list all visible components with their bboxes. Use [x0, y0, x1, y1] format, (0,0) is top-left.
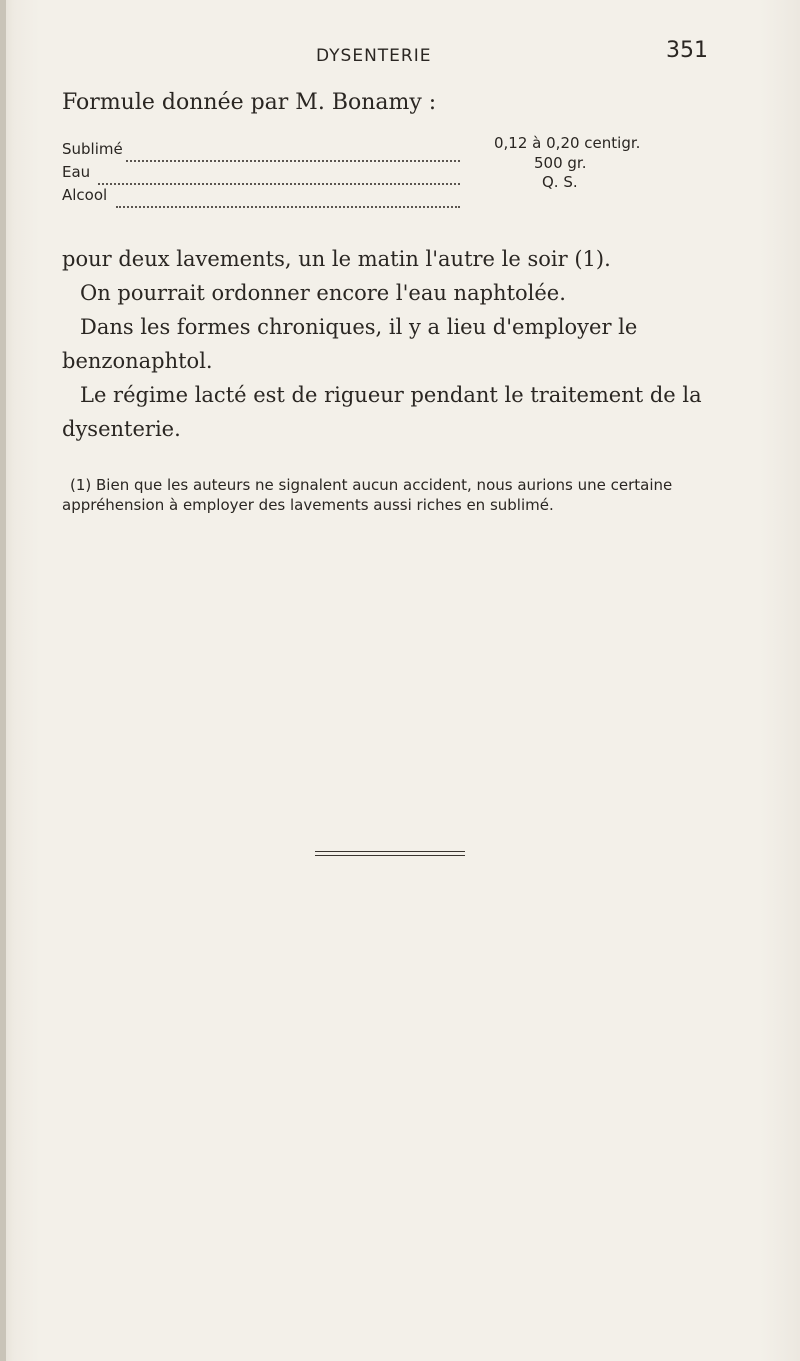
running-head [0, 38, 800, 78]
formula-row-alcool [62, 173, 742, 209]
formula-intro: Formule donnée par M. Bonamy : [62, 90, 437, 115]
formula-row-sublime [62, 134, 742, 163]
footnote-text: (1) Bien que les auteurs ne signalent aucun accident, nous aurions une certaine appréhension à employer des lavements aussi riches en sublimé. [62, 476, 673, 514]
formula-row-eau [62, 154, 742, 186]
page-number: 351 [666, 38, 708, 63]
ingredient-quantity: 500 gr. [534, 154, 587, 172]
ingredient-name: Alcool [62, 186, 108, 204]
paragraph: Dans les formes chroniques, il y a lieu d'employer le benzonaphtol. [62, 315, 638, 373]
page-binding-edge [0, 0, 6, 1361]
dot-leader [98, 163, 460, 185]
body-text [62, 242, 742, 446]
running-title: DYSENTERIE [316, 46, 432, 66]
dot-leader [116, 186, 460, 208]
ingredient-name: Eau [62, 163, 91, 181]
paragraph: Le régime lacté est de rigueur pendant le traitement de la dysenterie. [62, 383, 702, 441]
end-rule [315, 851, 465, 852]
dot-leader [126, 140, 460, 162]
footnote [62, 475, 742, 515]
ingredient-quantity: 0,12 à 0,20 centigr. [494, 134, 641, 152]
ingredient-name: Sublimé [62, 140, 123, 158]
ingredient-quantity: Q. S. [542, 173, 578, 191]
paragraph: pour deux lavements, un le matin l'autre le soir (1). [62, 247, 611, 271]
formula-table [62, 134, 742, 209]
paragraph: On pourrait ordonner encore l'eau naphtolée. [80, 281, 566, 305]
end-rule [315, 855, 465, 856]
